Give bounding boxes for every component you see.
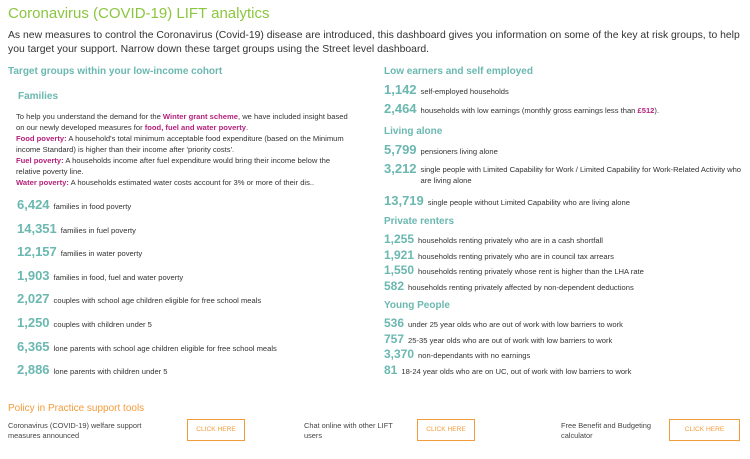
support-tools-heading: Policy in Practice support tools bbox=[8, 403, 145, 414]
stat-label: couples with school age children eligible for free school meals bbox=[53, 296, 262, 306]
stat-row bbox=[384, 82, 744, 101]
welfare-support-click-button[interactable]: CLICK HERE bbox=[187, 419, 245, 441]
stat-row bbox=[17, 291, 368, 315]
families-heading: Families bbox=[18, 91, 59, 102]
stat-label: families in food, fuel and water poverty bbox=[53, 272, 184, 282]
stat-row bbox=[384, 347, 744, 363]
stat-row bbox=[384, 142, 744, 161]
stat-label: families in food poverty bbox=[53, 202, 132, 211]
stat-value: 6,424 bbox=[17, 197, 50, 212]
food-fuel-water-highlight: food, fuel and water poverty bbox=[144, 123, 247, 132]
stat-value: 1,921 bbox=[384, 247, 415, 262]
stat-value: 2,464 bbox=[384, 101, 417, 116]
stat-row bbox=[384, 232, 744, 248]
stat-value: 3,370 bbox=[384, 347, 415, 361]
young-people-heading: Young People bbox=[384, 300, 450, 311]
stat-value: 1,550 bbox=[384, 263, 415, 277]
stat-row bbox=[17, 197, 368, 221]
stat-value: 81 bbox=[384, 362, 398, 377]
right-panel bbox=[384, 66, 744, 382]
winter-grant-highlight: Winter grant scheme bbox=[162, 112, 238, 121]
stat-row bbox=[17, 339, 368, 363]
stat-value: 757 bbox=[384, 331, 405, 346]
target-groups-panel bbox=[8, 66, 368, 386]
stat-label: single people without Limited Capability who are living alone bbox=[427, 198, 630, 207]
stat-label: 18-24 year olds who are on UC, out of work with low barriers to work bbox=[401, 366, 632, 376]
low-earners-heading: Low earners and self employed bbox=[384, 66, 533, 77]
young-people-section bbox=[384, 300, 744, 378]
stat-label: families in fuel poverty bbox=[60, 225, 136, 235]
welfare-support-text: Coronavirus (COVID-19) welfare support measures announced bbox=[8, 421, 142, 440]
living-alone-heading: Living alone bbox=[384, 126, 443, 137]
stat-row bbox=[384, 363, 744, 379]
stat-label bbox=[421, 106, 660, 115]
stat-value: 1,142 bbox=[384, 82, 417, 97]
food-poverty-text: A household's total minimum acceptable food expenditure (based on the Minimum income Standard) is higher than their income after 'priority costs'. bbox=[16, 134, 344, 154]
stat-value: 6,365 bbox=[17, 338, 50, 354]
stat-value: 5,799 bbox=[384, 142, 417, 157]
stat-row bbox=[384, 332, 744, 348]
private-renters-heading: Private renters bbox=[384, 216, 455, 227]
stat-row bbox=[384, 161, 744, 186]
water-poverty-label: Water poverty: bbox=[16, 178, 69, 187]
target-groups-heading: Target groups within your low-income cohort bbox=[8, 66, 223, 77]
stat-row bbox=[384, 101, 744, 120]
stat-value: 13,719 bbox=[384, 193, 424, 208]
stat-value: 2,027 bbox=[17, 291, 50, 307]
page-title: Coronavirus (COVID-19) LIFT analytics bbox=[8, 5, 270, 22]
stat-value: 582 bbox=[384, 278, 405, 293]
stat-row bbox=[384, 279, 744, 295]
benefit-calculator-text: Free Benefit and Budgeting calculator bbox=[561, 421, 651, 440]
fuel-poverty-text: A households income after fuel expenditure would bring their income below the relative poverty line. bbox=[16, 156, 331, 176]
stat-label: 25-35 year olds who are out of work with low barriers to work bbox=[408, 335, 613, 345]
stat-row bbox=[17, 268, 368, 292]
stat-label: households renting privately who are in a cash shortfall bbox=[418, 236, 603, 245]
stat-row bbox=[17, 315, 368, 339]
stat-label: pensioners living alone bbox=[420, 147, 498, 156]
chat-online-click-button[interactable]: CLICK HERE bbox=[417, 419, 475, 441]
stat-value: 2,886 bbox=[17, 362, 50, 378]
stat-value: 1,903 bbox=[17, 267, 50, 283]
stat-value: 1,250 bbox=[17, 314, 50, 330]
intro-text: As new measures to control the Coronavirus (Covid-19) disease are introduced, this dashboard gives you information on some of the key at risk groups, to help you target your support. Narrow down these target groups using the Street level dashboard. bbox=[8, 30, 740, 55]
families-description bbox=[16, 111, 351, 188]
stat-label: households renting privately whose rent is higher than the LHA rate bbox=[418, 267, 644, 276]
stat-row bbox=[384, 193, 744, 212]
stat-value: 536 bbox=[384, 316, 405, 330]
stat-label: under 25 year olds who are out of work with low barriers to work bbox=[408, 320, 623, 329]
stat-label: non-dependants with no earnings bbox=[418, 351, 531, 360]
food-poverty-label: Food poverty: bbox=[16, 134, 67, 143]
water-poverty-text: A households estimated water costs account for 3% or more of their dis.. bbox=[68, 178, 315, 187]
stat-row bbox=[384, 248, 744, 264]
stat-label-text: households with low earnings (monthly gross earnings less than bbox=[420, 106, 638, 115]
stat-label: couples with children under 5 bbox=[53, 319, 152, 329]
desc-text: To help you understand the demand for the bbox=[16, 112, 163, 121]
stat-row bbox=[17, 362, 368, 386]
earnings-threshold: £512 bbox=[637, 106, 655, 115]
desc-text: . bbox=[246, 123, 249, 132]
stat-row bbox=[384, 263, 744, 279]
stat-value: 3,212 bbox=[384, 161, 417, 176]
fuel-poverty-label: Fuel poverty: bbox=[16, 156, 64, 165]
stat-value: 1,255 bbox=[384, 232, 415, 246]
low-earners-section bbox=[384, 66, 744, 120]
stat-label: households renting privately affected by non-dependent deductions bbox=[408, 282, 634, 292]
stat-label: lone parents with school age children eligible for free school meals bbox=[53, 343, 277, 353]
stat-label: families in water poverty bbox=[60, 249, 143, 259]
stat-label: lone parents with children under 5 bbox=[53, 367, 168, 377]
desc-text: , we have included insight based on our newly developed measures for bbox=[16, 112, 348, 132]
stat-value: 12,157 bbox=[17, 244, 57, 260]
stat-label: self-employed households bbox=[420, 87, 509, 96]
stat-value: 14,351 bbox=[17, 220, 57, 236]
stat-row bbox=[17, 221, 368, 245]
stat-row bbox=[384, 316, 744, 332]
benefit-calculator-click-button[interactable]: CLICK HERE bbox=[669, 419, 740, 441]
living-alone-section bbox=[384, 126, 744, 212]
stat-row bbox=[17, 244, 368, 268]
stat-label-text: ). bbox=[654, 106, 660, 115]
private-renters-section bbox=[384, 216, 744, 294]
stat-label: single people with Limited Capability for Work / Limited Capability for Work-Related Activity who are living alone bbox=[420, 165, 742, 185]
stat-label: households renting privately who are in council tax arrears bbox=[418, 251, 614, 261]
chat-online-text: Chat online with other LIFT users bbox=[304, 421, 393, 440]
